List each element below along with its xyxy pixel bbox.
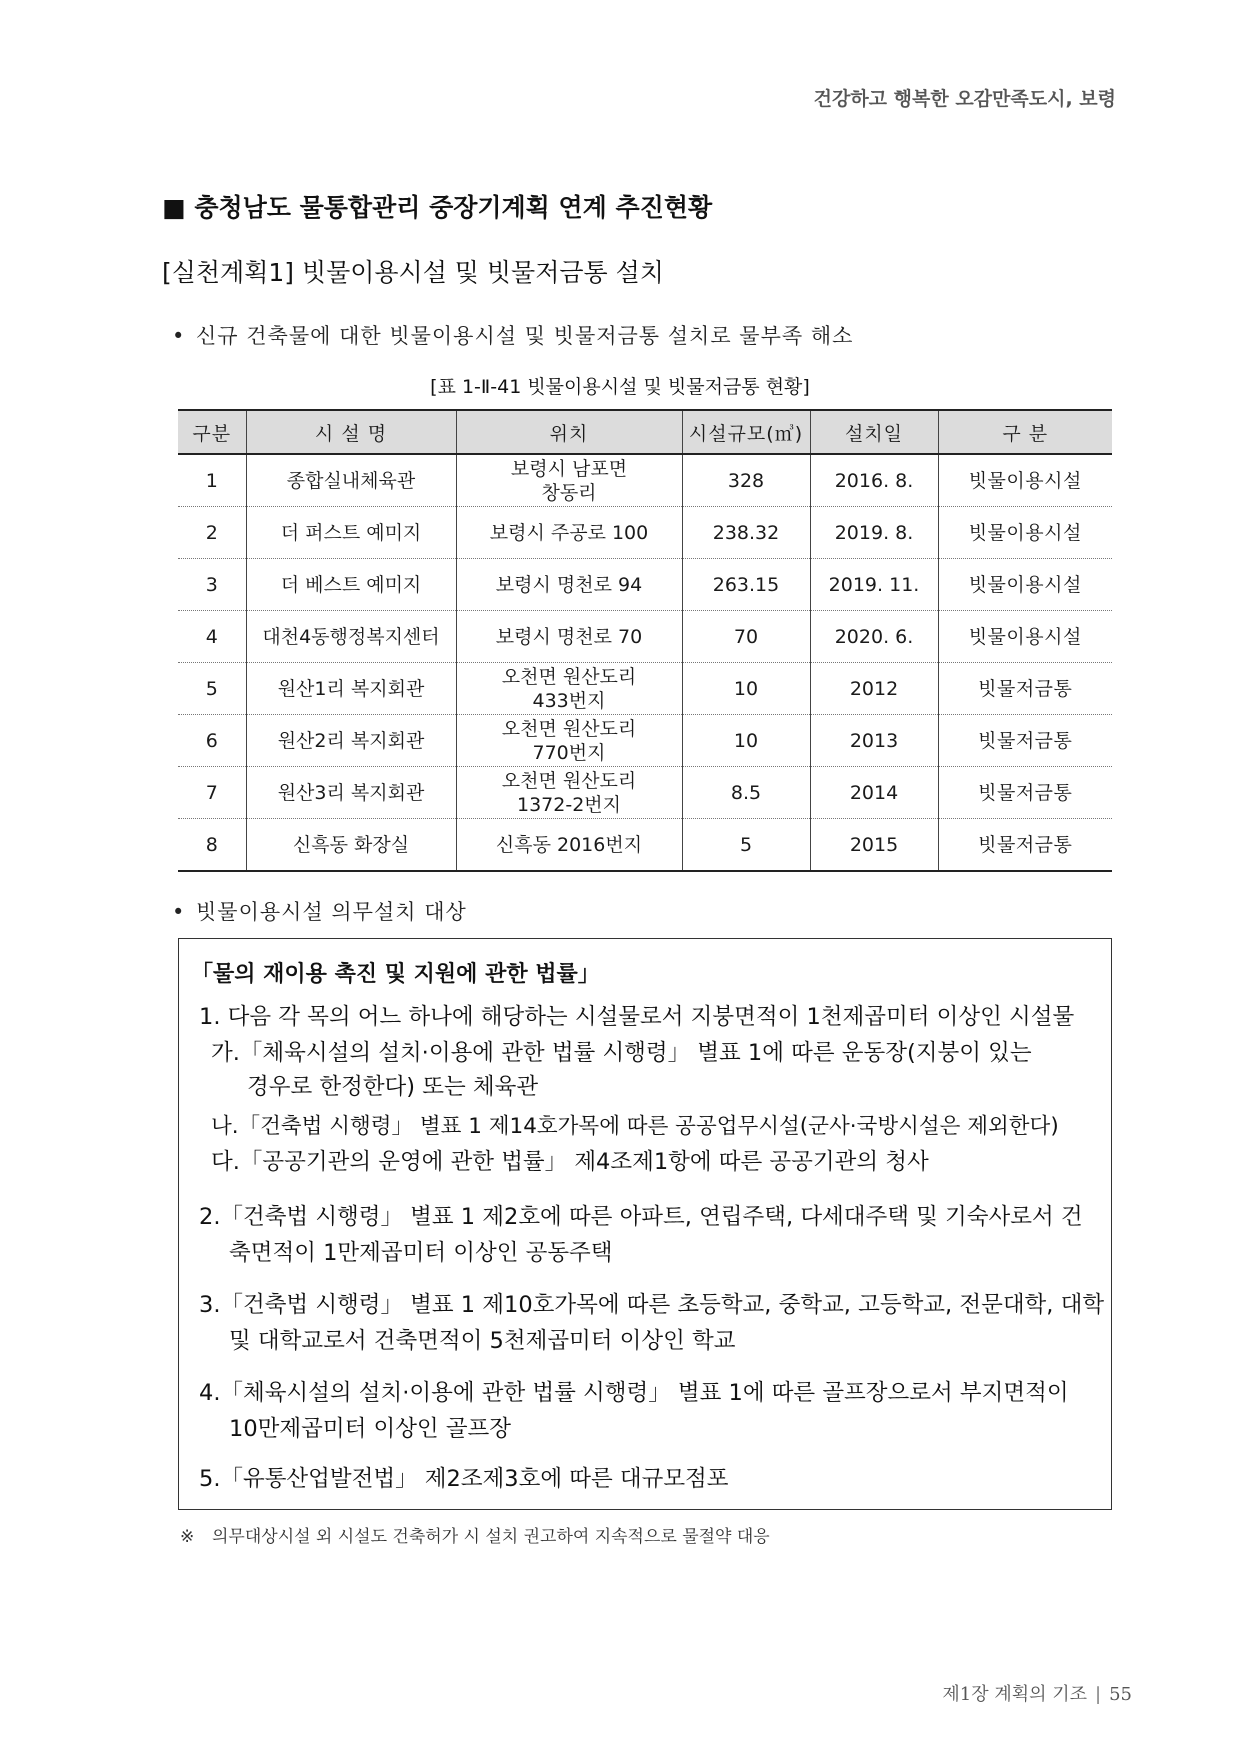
cell-type: 빗물이용시설 [938, 559, 1112, 611]
reference-mark-icon: ※ [180, 1527, 195, 1547]
cell-type: 빗물이용시설 [938, 454, 1112, 507]
cell-facility: 신흑동 화장실 [246, 819, 456, 872]
section-title: ■ 충청남도 물통합관리 중장기계획 연계 추진현황 [162, 193, 713, 222]
sub-title: [실천계획1] 빗물이용시설 및 빗물저금통 설치 [162, 258, 664, 287]
cell-location: 보령시 남포면 창동리 [456, 454, 682, 507]
law-item-3-cont: 및 대학교로서 건축면적이 5천제곱미터 이상인 학교 [229, 1328, 736, 1354]
law-item-1: 1. 다음 각 목의 어느 하나에 해당하는 시설물로서 지붕면적이 1천제곱미터 이상인 시설물 [199, 1004, 1075, 1030]
cell-install-date: 2012 [810, 663, 938, 715]
cell-install-date: 2019. 8. [810, 507, 938, 559]
table-row [178, 559, 1112, 611]
bullet-intro [172, 320, 853, 350]
table-row [178, 663, 1112, 715]
cell-type: 빗물이용시설 [938, 611, 1112, 663]
law-item-5: 5.「유통산업발전법」 제2조제3호에 따른 대규모점포 [199, 1466, 729, 1492]
law-item-4-cont: 10만제곱미터 이상인 골프장 [229, 1416, 512, 1442]
cell-no: 3 [178, 559, 246, 611]
cell-capacity: 8.5 [682, 767, 810, 819]
bullet-target-text: 빗물이용시설 의무설치 대상 [196, 900, 467, 924]
cell-install-date: 2015 [810, 819, 938, 872]
cell-facility: 원산1리 복지회관 [246, 663, 456, 715]
footnote [180, 1522, 770, 1547]
table-row [178, 454, 1112, 507]
cell-install-date: 2016. 8. [810, 454, 938, 507]
cell-capacity: 328 [682, 454, 810, 507]
rainwater-facilities-table [178, 409, 1112, 872]
cell-capacity: 70 [682, 611, 810, 663]
table-row [178, 715, 1112, 767]
col-header-type: 구 분 [938, 410, 1112, 454]
cell-install-date: 2020. 6. [810, 611, 938, 663]
table-row [178, 507, 1112, 559]
cell-type: 빗물저금통 [938, 663, 1112, 715]
cell-no: 4 [178, 611, 246, 663]
cell-capacity: 10 [682, 715, 810, 767]
cell-no: 1 [178, 454, 246, 507]
col-header-capacity: 시설규모(㎥) [682, 410, 810, 454]
bullet-dot: • [172, 900, 186, 924]
table-caption: [표 1-Ⅱ-41 빗물이용시설 및 빗물저금통 현황] [430, 376, 810, 398]
cell-location: 보령시 명천로 70 [456, 611, 682, 663]
law-item-3: 3.「건축법 시행령」 별표 1 제10호가목에 따른 초등학교, 중학교, 고등학교, 전문대학, 대학 [199, 1292, 1105, 1318]
law-title: 「물의 재이용 촉진 및 지원에 관한 법률」 [191, 962, 600, 987]
cell-capacity: 10 [682, 663, 810, 715]
footnote-text: 의무대상시설 외 시설도 건축허가 시 설치 권고하여 지속적으로 물절약 대응 [212, 1527, 770, 1547]
page-number: 55 [1109, 1684, 1132, 1705]
cell-facility: 더 퍼스트 예미지 [246, 507, 456, 559]
cell-type: 빗물저금통 [938, 767, 1112, 819]
cell-facility: 더 베스트 예미지 [246, 559, 456, 611]
cell-location: 오천면 원산도리 1372-2번지 [456, 767, 682, 819]
table-header-row [178, 410, 1112, 454]
cell-capacity: 238.32 [682, 507, 810, 559]
table-row [178, 767, 1112, 819]
cell-no: 8 [178, 819, 246, 872]
cell-install-date: 2013 [810, 715, 938, 767]
law-item-2-cont: 축면적이 1만제곱미터 이상인 공동주택 [229, 1240, 613, 1266]
law-subitem-da: 다.「공공기관의 운영에 관한 법률」 제4조제1항에 따른 공공기관의 청사 [211, 1149, 929, 1175]
cell-facility: 원산2리 복지회관 [246, 715, 456, 767]
law-subitem-na: 나.「건축법 시행령」 별표 1 제14호가목에 따른 공공업무시설(군사·국방시설은 제외한다) [211, 1114, 1059, 1139]
cell-install-date: 2019. 11. [810, 559, 938, 611]
table-body [178, 454, 1112, 871]
col-header-no: 구분 [178, 410, 246, 454]
cell-no: 2 [178, 507, 246, 559]
bullet-dot: • [172, 324, 186, 348]
bullet-target [172, 896, 467, 926]
cell-no: 7 [178, 767, 246, 819]
col-header-location: 위치 [456, 410, 682, 454]
page-footer [942, 1680, 1132, 1706]
cell-location: 신흑동 2016번지 [456, 819, 682, 872]
cell-type: 빗물이용시설 [938, 507, 1112, 559]
law-item-4: 4.「체육시설의 설치·이용에 관한 법률 시행령」 별표 1에 따른 골프장으로서 부지면적이 [199, 1380, 1069, 1406]
cell-no: 5 [178, 663, 246, 715]
cell-type: 빗물저금통 [938, 819, 1112, 872]
cell-install-date: 2014 [810, 767, 938, 819]
cell-type: 빗물저금통 [938, 715, 1112, 767]
bullet-intro-text: 신규 건축물에 대한 빗물이용시설 및 빗물저금통 설치로 물부족 해소 [196, 324, 854, 348]
law-subitem-ga-cont: 경우로 한정한다) 또는 체육관 [247, 1074, 539, 1100]
footer-chapter: 제1장 계획의 기조 [942, 1684, 1088, 1705]
cell-facility: 원산3리 복지회관 [246, 767, 456, 819]
footer-separator: | [1095, 1684, 1102, 1705]
cell-capacity: 263.15 [682, 559, 810, 611]
col-header-install-date: 설치일 [810, 410, 938, 454]
table-row [178, 819, 1112, 872]
cell-capacity: 5 [682, 819, 810, 872]
cell-location: 보령시 명천로 94 [456, 559, 682, 611]
running-header: 건강하고 행복한 오감만족도시, 보령 [813, 88, 1116, 110]
cell-facility: 대천4동행정복지센터 [246, 611, 456, 663]
law-excerpt-box [178, 938, 1112, 1510]
law-subitem-ga: 가.「체육시설의 설치·이용에 관한 법률 시행령」 별표 1에 따른 운동장(지붕이 있는 [211, 1040, 1032, 1066]
cell-location: 보령시 주공로 100 [456, 507, 682, 559]
cell-no: 6 [178, 715, 246, 767]
cell-facility: 종합실내체육관 [246, 454, 456, 507]
table-row [178, 611, 1112, 663]
cell-location: 오천면 원산도리 433번지 [456, 663, 682, 715]
law-item-2: 2.「건축법 시행령」 별표 1 제2호에 따른 아파트, 연립주택, 다세대주택 및 기숙사로서 건 [199, 1204, 1083, 1230]
col-header-facility: 시 설 명 [246, 410, 456, 454]
cell-location: 오천면 원산도리 770번지 [456, 715, 682, 767]
